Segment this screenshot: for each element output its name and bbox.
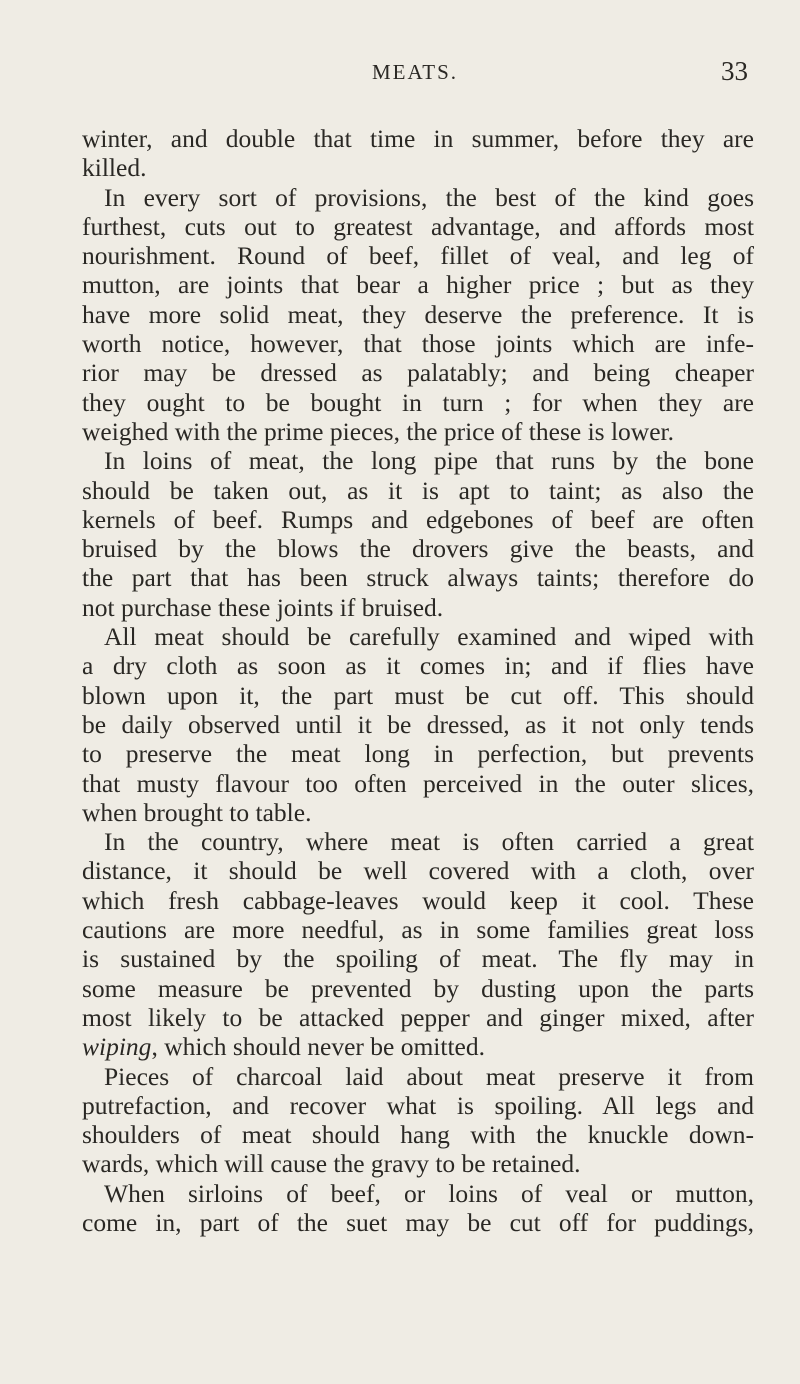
text-line: mutton, are joints that bear a higher price ; but as they <box>82 270 754 300</box>
text-line: come in, part of the suet may be cut off for puddings, <box>82 1207 754 1237</box>
page-header <box>82 56 748 90</box>
text-line: killed. <box>82 153 147 183</box>
text-line: kernels of beef. Rumps and edgebones of beef are often <box>82 504 754 534</box>
running-head: MEATS. <box>371 60 459 84</box>
text-line: In the country, where meat is often carried a great <box>104 827 754 857</box>
text-line: which fresh cabbage-leaves would keep it cool. These <box>82 885 754 915</box>
text-line: the part that has been struck always taints; therefore do <box>82 563 754 593</box>
text-line: cautions are more needful, as in some families great loss <box>82 915 754 945</box>
text-line: In loins of meat, the long pipe that runs by the bone <box>104 446 754 476</box>
text-line: putrefaction, and recover what is spoiling. All legs and <box>82 1090 754 1120</box>
italic-word: wiping <box>82 1032 152 1062</box>
text-line: furthest, cuts out to greatest advantage, and affords most <box>82 211 754 241</box>
text-line: weighed with the prime pieces, the price of these is lower. <box>82 416 674 446</box>
text-line: when brought to table. <box>82 797 312 827</box>
text-line: that musty flavour too often perceived in the outer slices, <box>82 768 754 798</box>
body-text <box>82 124 754 1237</box>
text-line: some measure be prevented by dusting upon the parts <box>82 973 754 1003</box>
text-line: When sirloins of beef, or loins of veal or mutton, <box>104 1178 754 1208</box>
text-line: distance, it should be well covered with a cloth, over <box>82 856 754 886</box>
text-line: have more solid meat, they deserve the preference. It is <box>82 299 754 329</box>
text-line: worth notice, however, that those joints which are infe- <box>82 329 754 359</box>
text-line: blown upon it, the part must be cut off. This should <box>82 680 754 710</box>
text-line: is sustained by the spoiling of meat. The fly may in <box>82 944 754 974</box>
text-line: Pieces of charcoal laid about meat preserve it from <box>104 1061 754 1091</box>
text-line: not purchase these joints if bruised. <box>82 592 444 622</box>
text-line: winter, and double that time in summer, before they are <box>82 124 754 153</box>
text-line: rior may be dressed as palatably; and being cheaper <box>82 358 754 388</box>
text-line: wards, which will cause the gravy to be retained. <box>82 1149 581 1179</box>
text-line: most likely to be attacked pepper and ginger mixed, after <box>82 1002 754 1032</box>
line-text: , which should never be omitted. <box>151 1032 485 1062</box>
text-line <box>82 1032 754 1061</box>
page-number: 33 <box>721 56 748 86</box>
text-line: All meat should be carefully examined and wiped with <box>104 622 754 652</box>
text-line: shoulders of meat should hang with the knuckle down- <box>82 1120 754 1150</box>
text-line: be daily observed until it be dressed, as it not only tends <box>82 709 754 739</box>
text-line: nourishment. Round of beef, fillet of veal, and leg of <box>82 241 754 271</box>
text-line: a dry cloth as soon as it comes in; and if flies have <box>82 651 754 681</box>
text-line: In every sort of provisions, the best of the kind goes <box>104 182 754 212</box>
text-line: bruised by the blows the drovers give the beasts, and <box>82 534 754 564</box>
text-line: they ought to be bought in turn ; for when they are <box>82 387 754 417</box>
text-line: to preserve the meat long in perfection, but prevents <box>82 739 754 769</box>
text-line: should be taken out, as it is apt to taint; as also the <box>82 475 754 505</box>
